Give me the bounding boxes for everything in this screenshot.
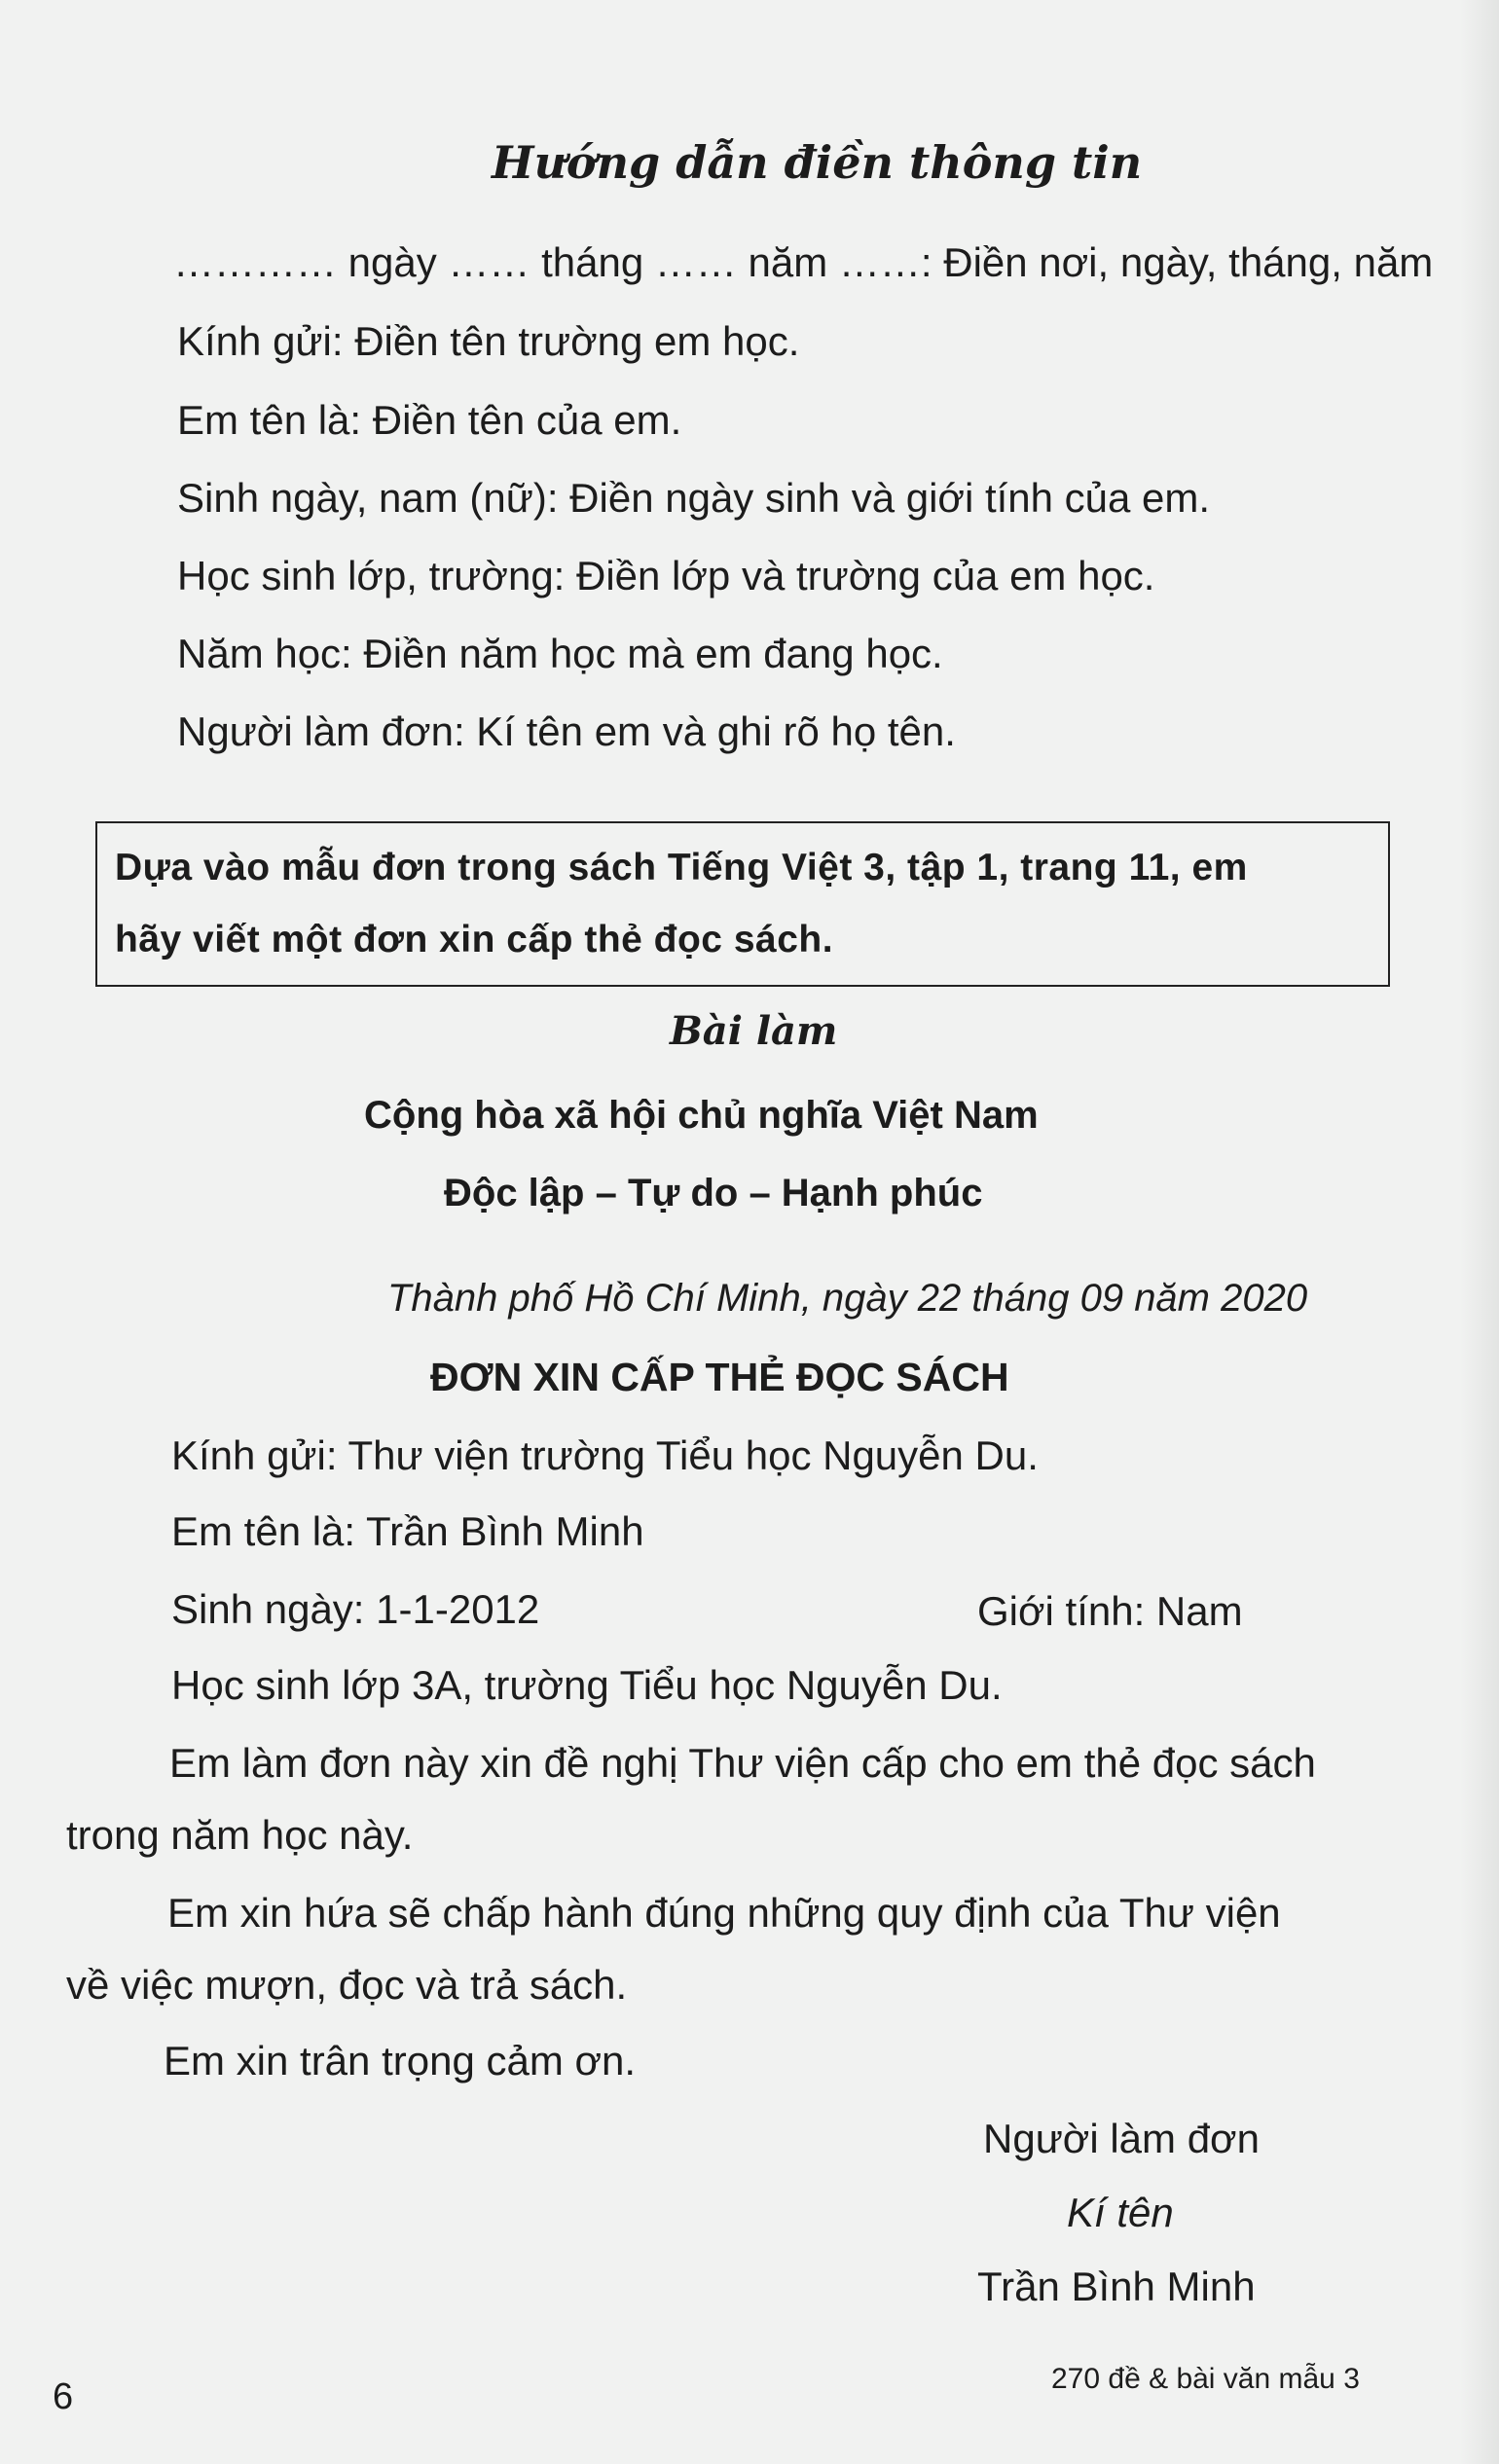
answer-heading: Bài làm <box>670 1008 838 1054</box>
form-title: ĐƠN XIN CẤP THẺ ĐỌC SÁCH <box>430 1355 1009 1399</box>
place-date: Thành phố Hồ Chí Minh, ngày 22 tháng 09 năm 2020 <box>387 1277 1308 1320</box>
form-promise-line-2: về việc mượn, đọc và trả sách. <box>66 1962 628 2008</box>
guide-line-date: ………… ngày …… tháng …… năm ……: Điền nơi, ngày, tháng, năm <box>173 239 1434 285</box>
task-line-2: hãy viết một đơn xin cấp thẻ đọc sách. <box>115 919 834 960</box>
form-class-school: Học sinh lớp 3A, trường Tiểu học Nguyễn Du. <box>171 1662 1003 1708</box>
form-gender: Giới tính: Nam <box>977 1588 1243 1634</box>
page-edge-shadow <box>1460 0 1499 2464</box>
form-dob: Sinh ngày: 1-1-2012 <box>171 1586 540 1632</box>
form-name: Em tên là: Trần Bình Minh <box>171 1508 644 1554</box>
form-thanks: Em xin trân trọng cảm ơn. <box>164 2038 637 2084</box>
page-number: 6 <box>53 2376 74 2417</box>
guide-line-year: Năm học: Điền năm học mà em đang học. <box>177 631 943 676</box>
form-promise-line-1: Em xin hứa sẽ chấp hành đúng những quy định của Thư viện <box>167 1890 1281 1936</box>
guide-line-name: Em tên là: Điền tên của em. <box>177 397 682 443</box>
running-footer-title: 270 đề & bài văn mẫu 3 <box>1051 2363 1360 2395</box>
form-request-line-2: trong năm học này. <box>66 1812 414 1858</box>
form-request-line-1: Em làm đơn này xin đề nghị Thư viện cấp cho em thẻ đọc sách <box>169 1740 1316 1786</box>
guide-line-class: Học sinh lớp, trường: Điền lớp và trường của em học. <box>177 553 1155 598</box>
guide-line-recipient: Kính gửi: Điền tên trường em học. <box>177 318 800 364</box>
sign-note: Kí tên <box>1067 2190 1174 2235</box>
motto: Độc lập – Tự do – Hạnh phúc <box>444 1172 983 1214</box>
guide-line-signer: Người làm đơn: Kí tên em và ghi rõ họ tên. <box>177 708 956 754</box>
guide-line-dob: Sinh ngày, nam (nữ): Điền ngày sinh và giới tính của em. <box>177 475 1211 521</box>
signer-label: Người làm đơn <box>983 2116 1260 2161</box>
task-line-1: Dựa vào mẫu đơn trong sách Tiếng Việt 3, tập 1, trang 11, em <box>115 847 1248 888</box>
nation-title: Cộng hòa xã hội chủ nghĩa Việt Nam <box>364 1094 1039 1137</box>
form-recipient: Kính gửi: Thư viện trường Tiểu học Nguyễn Du. <box>171 1432 1039 1478</box>
signer-name: Trần Bình Minh <box>977 2264 1256 2309</box>
guide-heading: Hướng dẫn điền thông tin <box>492 136 1143 189</box>
